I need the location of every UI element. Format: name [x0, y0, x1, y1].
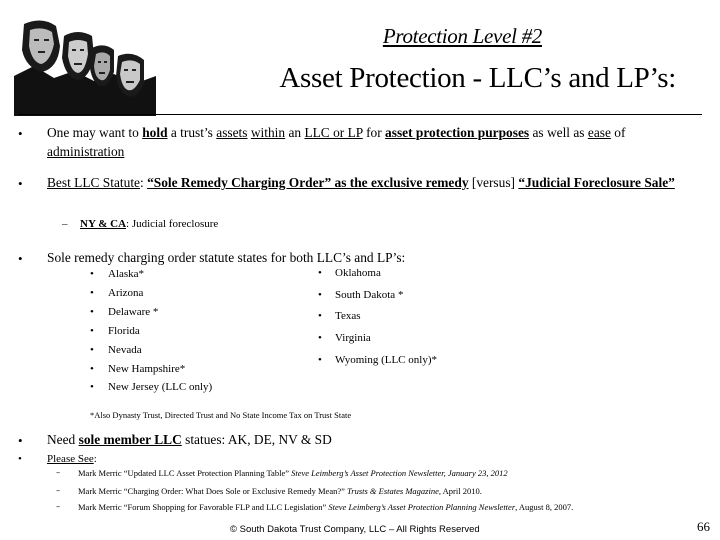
dash-marker: – [56, 468, 61, 478]
text-run: asset protection purposes [385, 125, 530, 140]
dash-marker: – [56, 502, 61, 512]
text-run: within [250, 125, 286, 140]
text-run: Mark Merric “Charging Order: What Does Sole or Exclusive Remedy Mean?” [78, 486, 348, 496]
bullet-marker: • [90, 344, 94, 356]
text-run: Mark Merric “Updated LLC Asset Protection Planning Table” [78, 468, 292, 478]
bullet-hold-assets [47, 123, 702, 161]
bullet-marker: • [90, 363, 94, 375]
bullet-marker: • [18, 251, 23, 266]
state-label: Oklahoma [335, 267, 381, 279]
mount-rushmore-logo [14, 16, 156, 116]
state-label: Delaware * [108, 306, 159, 318]
text-run: Best LLC Statute [47, 175, 140, 190]
bullet-marker: • [318, 267, 322, 279]
text-run: assets [216, 125, 248, 140]
text-run: for [362, 125, 386, 140]
copyright-footer: © South Dakota Trust Company, LLC – All Rights Reserved [230, 524, 480, 535]
text-run: as well as [529, 125, 588, 140]
text-run: , August 8, 2007. [515, 502, 574, 512]
slide-subtitle: Protection Level #2 [382, 24, 542, 48]
text-run: Trusts & Estates Magazine [347, 486, 439, 496]
bullet-marker: • [90, 381, 94, 393]
state-label: Virginia [335, 332, 371, 344]
bullet-sole-remedy-states: Sole remedy charging order statute states for both LLC’s and LP’s: [47, 250, 406, 265]
text-run: NY & CA [80, 218, 127, 230]
bullet-marker: • [90, 268, 94, 280]
bullet-sole-member-llc [47, 430, 702, 449]
text-run: Steve Leimberg’s Asset Protection Planning Newsletter [328, 502, 516, 512]
text-run: LLC or LP [304, 125, 363, 140]
text-run: sole member LLC [78, 432, 182, 447]
state-label: Arizona [108, 287, 144, 299]
state-label: Texas [335, 310, 361, 322]
bullet-marker: • [90, 325, 94, 337]
dash-marker: – [62, 218, 68, 230]
text-run: of [610, 125, 626, 140]
page-number: 66 [697, 519, 710, 534]
text-run: : [93, 453, 97, 465]
reference-item [78, 486, 482, 496]
text-run: statues: AK, DE, NV & SD [181, 432, 332, 447]
bullet-marker: • [318, 289, 322, 301]
text-run: Mark Merric “Forum Shopping for Favorable FLP and LLC Legislation” [78, 502, 329, 512]
state-label: Nevada [108, 344, 142, 356]
text-run: Steve Leimberg’s Asset Protection Newsletter, January 23, 2012 [291, 468, 508, 478]
text-run: “Sole Remedy Charging Order” as the exclusive remedy [147, 175, 469, 190]
text-run: One may want to [47, 125, 143, 140]
bullet-marker: • [18, 433, 23, 448]
text-run: an [285, 125, 305, 140]
title-divider [18, 114, 702, 115]
slide-title: Asset Protection - LLC’s and LP’s: [279, 62, 676, 94]
text-run: : Judicial foreclosure [126, 218, 219, 230]
state-label: Alaska* [108, 268, 145, 280]
state-label: Wyoming (LLC only)* [335, 354, 437, 366]
text-run: a trust’s [167, 125, 217, 140]
text-run: : [139, 175, 148, 190]
text-run: [versus] [468, 175, 519, 190]
bullet-please-see [47, 450, 702, 469]
bullet-marker: • [18, 126, 23, 141]
text-run: ease [587, 125, 611, 140]
state-label: Florida [108, 325, 140, 337]
reference-item [78, 468, 508, 478]
sub-bullet-ny-ca [80, 218, 218, 230]
state-label: South Dakota * [335, 289, 404, 301]
text-run: “Judicial Foreclosure Sale” [518, 175, 675, 190]
text-run: administration [47, 144, 125, 159]
dash-marker: – [56, 486, 61, 496]
bullet-marker: • [18, 176, 23, 191]
state-label: New Hampshire* [108, 363, 186, 375]
please-see-link[interactable]: Please See [47, 453, 94, 465]
bullet-marker: • [318, 332, 322, 344]
bullet-marker: • [90, 306, 94, 318]
text-run: , April 2010. [438, 486, 482, 496]
bullet-marker: • [318, 354, 322, 366]
text-run: Need [47, 432, 79, 447]
states-footnote: *Also Dynasty Trust, Directed Trust and No State Income Tax on Trust State [90, 410, 352, 420]
bullet-marker: • [318, 310, 322, 322]
state-label: New Jersey (LLC only) [108, 381, 213, 393]
reference-item [78, 502, 573, 512]
text-run: hold [142, 125, 168, 140]
bullet-best-llc-statute [47, 173, 702, 192]
bullet-marker: • [18, 453, 22, 465]
bullet-marker: • [90, 287, 94, 299]
